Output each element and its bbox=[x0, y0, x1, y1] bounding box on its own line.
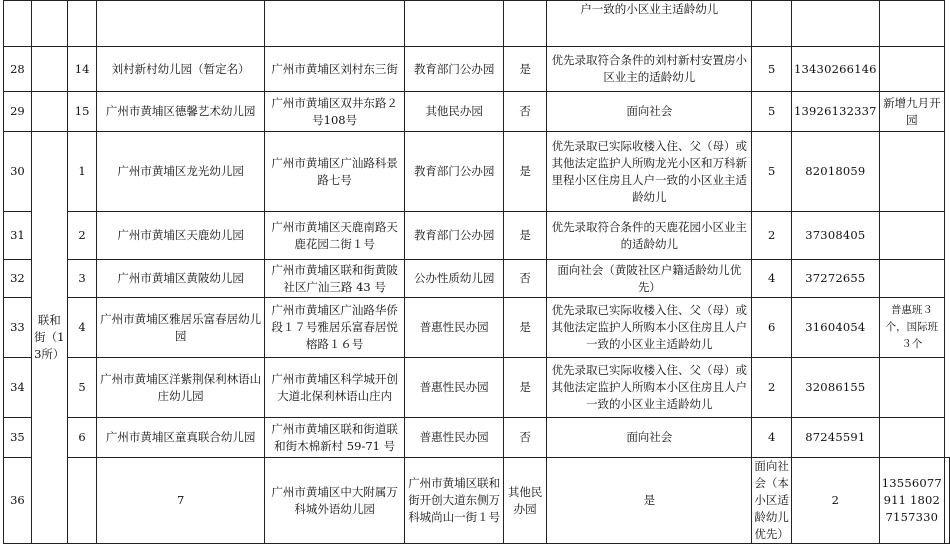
type-cell: 公办性质幼儿园 bbox=[405, 260, 503, 298]
street-cell bbox=[31, 47, 67, 92]
type-cell: 教育部门公办园 bbox=[405, 47, 503, 92]
table-row bbox=[4, 260, 950, 298]
flag-cell: 是 bbox=[503, 358, 546, 418]
index-cell: 7 bbox=[97, 458, 264, 544]
phone-cell: 13926132337 bbox=[792, 92, 880, 132]
type-cell: 教育部门公办园 bbox=[405, 212, 503, 260]
flag-cell: 是 bbox=[503, 132, 546, 212]
note-cell bbox=[945, 458, 950, 544]
note-cell: 新增九月开园 bbox=[879, 92, 944, 132]
street-cell bbox=[31, 92, 67, 132]
classes-cell: 5 bbox=[752, 132, 792, 212]
classes-cell: 6 bbox=[752, 298, 792, 358]
note-cell bbox=[879, 1, 944, 47]
table-row bbox=[4, 92, 950, 132]
table-row bbox=[4, 212, 950, 260]
address-cell: 广州市黄埔区天鹿南路天鹿花园二街１号 bbox=[264, 212, 405, 260]
enroll-rule-cell: 面向社会 bbox=[547, 418, 752, 458]
index-cell: 2 bbox=[67, 212, 97, 260]
phone-cell: 87245591 bbox=[792, 418, 880, 458]
note-cell bbox=[879, 418, 944, 458]
index-cell: 15 bbox=[67, 92, 97, 132]
kindergarten-table bbox=[3, 0, 950, 544]
address-cell: 广州市黄埔区广汕路科景路七号 bbox=[264, 132, 405, 212]
index-cell: 6 bbox=[67, 418, 97, 458]
type-cell: 普惠性民办园 bbox=[405, 298, 503, 358]
type-cell: 其他民办园 bbox=[503, 458, 546, 544]
phone-cell: 13430266146 bbox=[792, 47, 880, 92]
classes-cell: 5 bbox=[752, 92, 792, 132]
flag-cell: 否 bbox=[503, 418, 546, 458]
name-cell: 广州市黄埔区黄陂幼儿园 bbox=[97, 260, 264, 298]
classes-cell: 4 bbox=[752, 260, 792, 298]
note-cell bbox=[879, 358, 944, 418]
table-row bbox=[4, 418, 950, 458]
classes-cell: 2 bbox=[752, 358, 792, 418]
name-cell: 广州市黄埔区天鹿幼儿园 bbox=[97, 212, 264, 260]
index-cell: 5 bbox=[67, 358, 97, 418]
street-group-cell: 联和街（13所） bbox=[31, 132, 67, 544]
classes-cell: 2 bbox=[752, 212, 792, 260]
row-number-cell: 36 bbox=[4, 458, 32, 544]
flag-cell: 是 bbox=[503, 47, 546, 92]
row-number-cell bbox=[4, 1, 32, 47]
name-cell: 广州市黄埔区德馨艺术幼儿园 bbox=[97, 92, 264, 132]
flag-cell: 否 bbox=[503, 92, 546, 132]
flag-cell bbox=[503, 1, 546, 47]
address-cell: 广州市黄埔区联和街道联和街木棉新村 59-71 号 bbox=[264, 418, 405, 458]
flag-cell: 否 bbox=[503, 260, 546, 298]
phone-cell: 13556077911 18027157330 bbox=[879, 458, 944, 544]
row-number-cell: 33 bbox=[4, 298, 32, 358]
enroll-rule-cell: 优先录取已实际收楼入住、父（母）或其他法定监护人所购龙光小区和万科新里程小区住房且人户一致的小区业主适龄幼儿 bbox=[547, 132, 752, 212]
note-cell bbox=[879, 260, 944, 298]
index-cell: 3 bbox=[67, 260, 97, 298]
row-number-cell: 28 bbox=[4, 47, 32, 92]
index-cell bbox=[67, 1, 97, 47]
flag-cell: 是 bbox=[547, 458, 752, 544]
address-cell: 广州市黄埔区科学城开创大道北保利林语山庄内 bbox=[264, 358, 405, 418]
name-cell: 广州市黄埔区雅居乐富春居幼儿园 bbox=[97, 298, 264, 358]
row-number-cell: 31 bbox=[4, 212, 32, 260]
note-cell bbox=[879, 132, 944, 212]
note-cell bbox=[879, 47, 944, 92]
table-row bbox=[4, 132, 950, 212]
note-cell bbox=[879, 212, 944, 260]
index-cell: 1 bbox=[67, 132, 97, 212]
flag-cell: 是 bbox=[503, 298, 546, 358]
type-cell bbox=[405, 1, 503, 47]
address-cell: 广州市黄埔区广汕路华侨段１７号雅居乐富春居悦榕路１６号 bbox=[264, 298, 405, 358]
row-number-cell: 32 bbox=[4, 260, 32, 298]
index-cell: 14 bbox=[67, 47, 97, 92]
classes-cell: 5 bbox=[752, 47, 792, 92]
name-cell: 刘村新村幼儿园（暂定名） bbox=[97, 47, 264, 92]
street-cell bbox=[31, 1, 67, 47]
phone-cell: 32086155 bbox=[792, 358, 880, 418]
table-row bbox=[4, 298, 950, 358]
phone-cell: 37272655 bbox=[792, 260, 880, 298]
enroll-rule-cell: 优先录取符合条件的天鹿花园小区业主的适龄幼儿 bbox=[547, 212, 752, 260]
flag-cell: 是 bbox=[503, 212, 546, 260]
phone-cell: 37308405 bbox=[792, 212, 880, 260]
classes-cell bbox=[752, 1, 792, 47]
street-cell bbox=[67, 458, 97, 544]
table-row bbox=[4, 47, 950, 92]
row-number-cell: 35 bbox=[4, 418, 32, 458]
address-cell: 广州市黄埔区双井东路２号108号 bbox=[264, 92, 405, 132]
name-cell bbox=[97, 1, 264, 47]
name-cell: 广州市黄埔区童真联合幼儿园 bbox=[97, 418, 264, 458]
address-cell: 广州市黄埔区联和街开创大道东侧万科城尚山一街１号 bbox=[405, 458, 503, 544]
name-cell: 广州市黄埔区龙光幼儿园 bbox=[97, 132, 264, 212]
enroll-rule-cell: 面向社会（黄陂社区户籍适龄幼儿优先） bbox=[547, 260, 752, 298]
table-row-partial bbox=[4, 1, 950, 47]
row-number-cell: 34 bbox=[4, 358, 32, 418]
phone-cell: 82018059 bbox=[792, 132, 880, 212]
row-number-cell: 30 bbox=[4, 132, 32, 212]
type-cell: 其他民办园 bbox=[405, 92, 503, 132]
name-cell: 广州市黄埔区中大附属万科城外语幼儿园 bbox=[264, 458, 405, 544]
address-cell: 广州市黄埔区联和街黄陂社区广汕三路 43 号 bbox=[264, 260, 405, 298]
enroll-rule-cell: 户一致的小区业主适龄幼儿 bbox=[547, 1, 752, 47]
classes-cell: 4 bbox=[752, 418, 792, 458]
enroll-rule-cell: 优先录取已实际收楼入住、父（母）或其他法定监护人所购本小区住房且人户一致的小区业主适龄幼儿 bbox=[547, 298, 752, 358]
name-cell: 广州市黄埔区洋紫荆保利林语山庄幼儿园 bbox=[97, 358, 264, 418]
type-cell: 普惠性民办园 bbox=[405, 358, 503, 418]
type-cell: 教育部门公办园 bbox=[405, 132, 503, 212]
phone-cell: 31604054 bbox=[792, 298, 880, 358]
phone-cell bbox=[792, 1, 880, 47]
table-row bbox=[4, 458, 950, 544]
enroll-rule-cell: 优先录取符合条件的刘村新村安置房小区业主的适龄幼儿 bbox=[547, 47, 752, 92]
note-cell: 普惠班３个，国际班３个 bbox=[879, 298, 944, 358]
classes-cell: 2 bbox=[792, 458, 880, 544]
address-cell: 广州市黄埔区刘村东三街 bbox=[264, 47, 405, 92]
enroll-rule-cell: 面向社会（本小区适龄幼儿优先） bbox=[752, 458, 792, 544]
address-cell bbox=[264, 1, 405, 47]
enroll-rule-cell: 面向社会 bbox=[547, 92, 752, 132]
index-cell: 4 bbox=[67, 298, 97, 358]
enroll-rule-cell: 优先录取已实际收楼入住、父（母）或其他法定监护人所购本小区住房且人户一致的小区业主适龄幼儿 bbox=[547, 358, 752, 418]
type-cell: 普惠性民办园 bbox=[405, 418, 503, 458]
table-row bbox=[4, 358, 950, 418]
row-number-cell: 29 bbox=[4, 92, 32, 132]
